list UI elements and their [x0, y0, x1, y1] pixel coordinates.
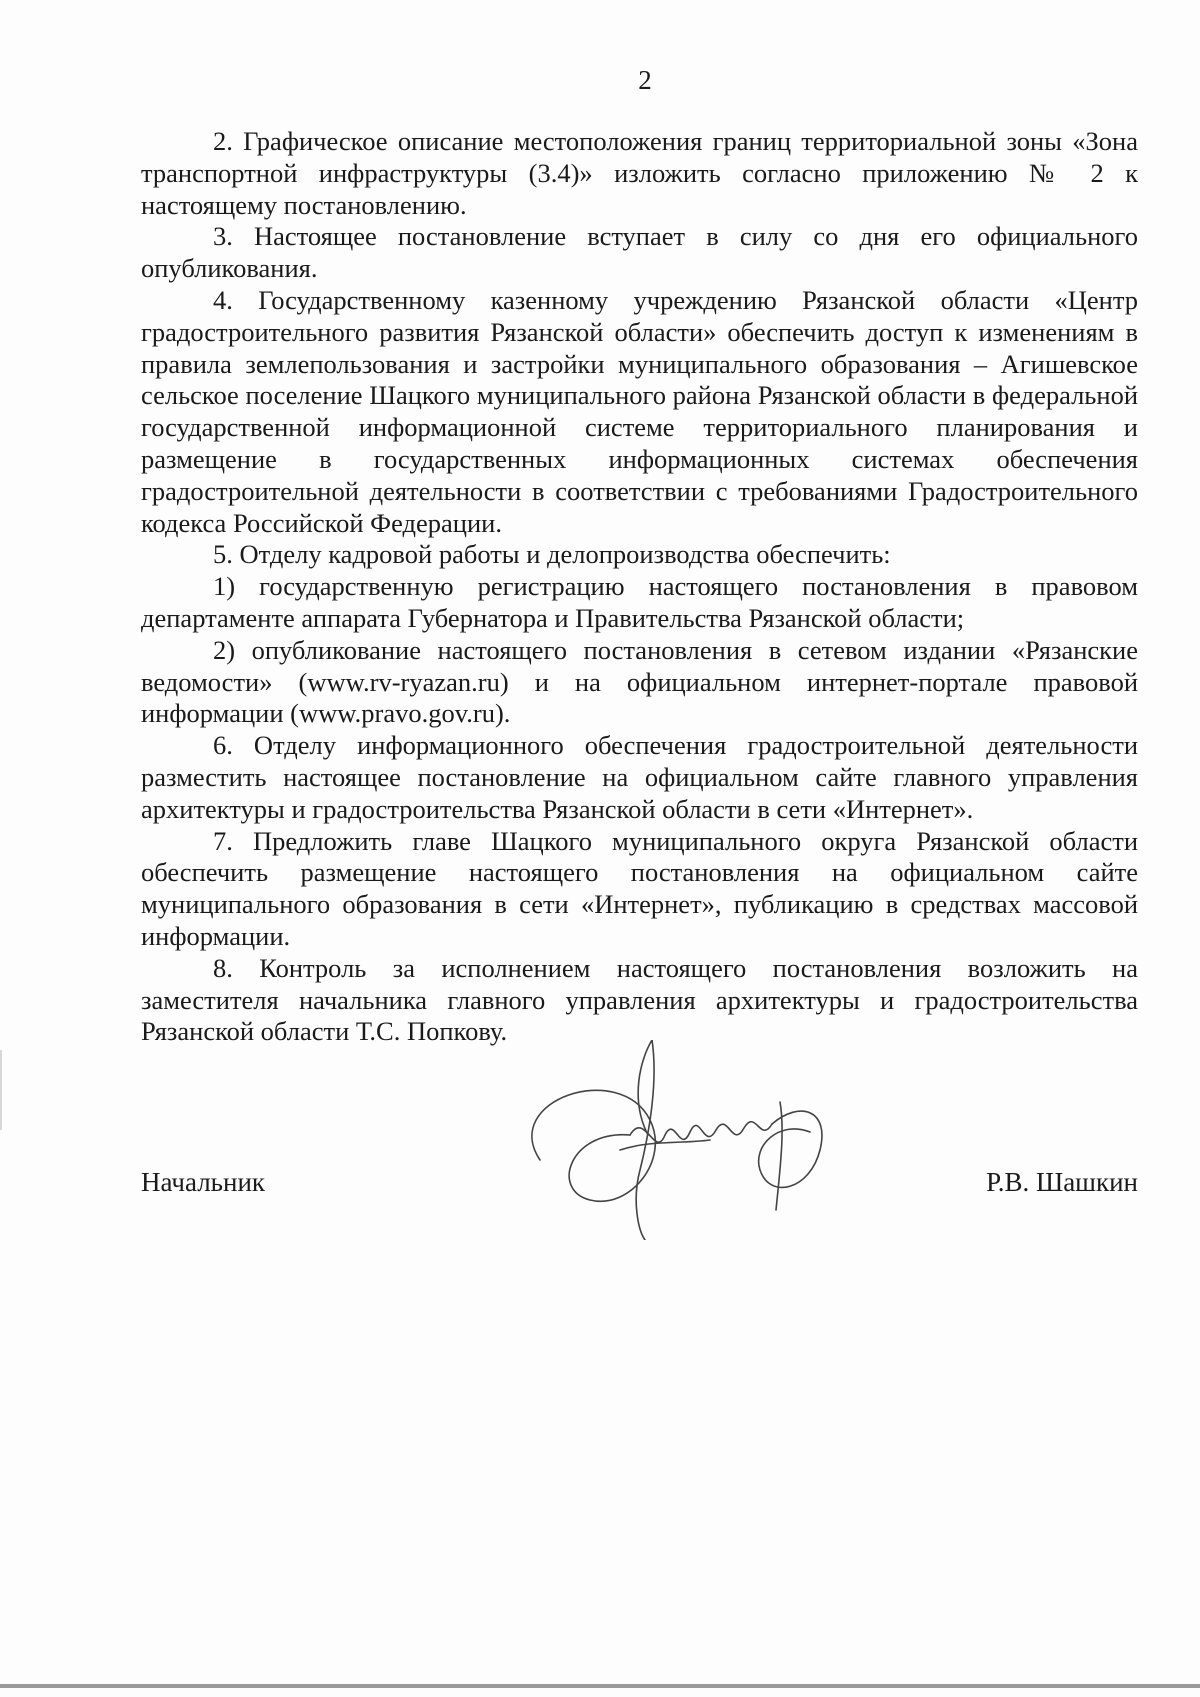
paragraph-7: 7. Предложить главе Шацкого муниципального округа Рязанской области обеспечить размещение настоящего постановления на официальном сайте муниципального образования в сети «Интернет», публикацию в средствах массовой информации.	[141, 825, 1138, 951]
paragraph-3: 3. Настоящее постановление вступает в силу со дня его официального опубликования.	[141, 221, 1138, 284]
paragraph-8: 8. Контроль за исполнением настоящего постановления возложить на заместителя начальника главного управления архитектуры и градостроительства Рязанской области Т.С. Попкову.	[141, 952, 1138, 1047]
paragraph-5-1: 1) государственную регистрацию настоящего постановления в правовом департаменте аппарата Губернатора и Правительства Рязанской области;	[141, 571, 1138, 633]
paragraph-2: 2. Графическое описание местоположения границ территориальной зоны «Зона транспортной инфраструктуры (3.4)» изложить согласно приложению № 2 к настоящему постановлению.	[141, 126, 1138, 220]
page-number: 2	[638, 65, 652, 95]
signature-block	[141, 1040, 1138, 1240]
paragraph-4: 4. Государственному казенному учреждению Рязанской области «Центр градостроительного развития Рязанской области» обеспечить доступ к изменениям в правила землепользования и застройки муниципального образования – Агишевское сельское поселение Шацкого муниципального района Рязанской области в федеральной государственной информационной системе территориального планирования и размещение в государственных информационных системах обеспечения градостроительной деятельности в соответствии с требованиями Градостроительного кодекса Российской Федерации.	[141, 284, 1138, 538]
scan-edge-shadow	[0, 1050, 2, 1130]
signer-name: Р.В. Шашкин	[986, 1167, 1138, 1197]
scan-bottom-edge	[0, 1684, 1200, 1688]
paragraph-5-2: 2) опубликование настоящего постановления в сетевом издании «Рязанские ведомости» (www.rv-ryazan.ru) и на официальном интернет-портале правовой информации (www.pravo.gov.ru).	[141, 634, 1138, 729]
handwritten-signature	[480, 1040, 880, 1240]
paragraph-6: 6. Отделу информационного обеспечения градостроительной деятельности разместить настоящее постановление на официальном сайте главного управления архитектуры и градостроительства Рязанской области в сети «Интернет».	[141, 730, 1138, 824]
signer-position: Начальник	[141, 1167, 266, 1197]
document-body	[141, 126, 1138, 1048]
paragraph-5: 5. Отделу кадровой работы и делопроизводства обеспечить:	[213, 539, 891, 570]
